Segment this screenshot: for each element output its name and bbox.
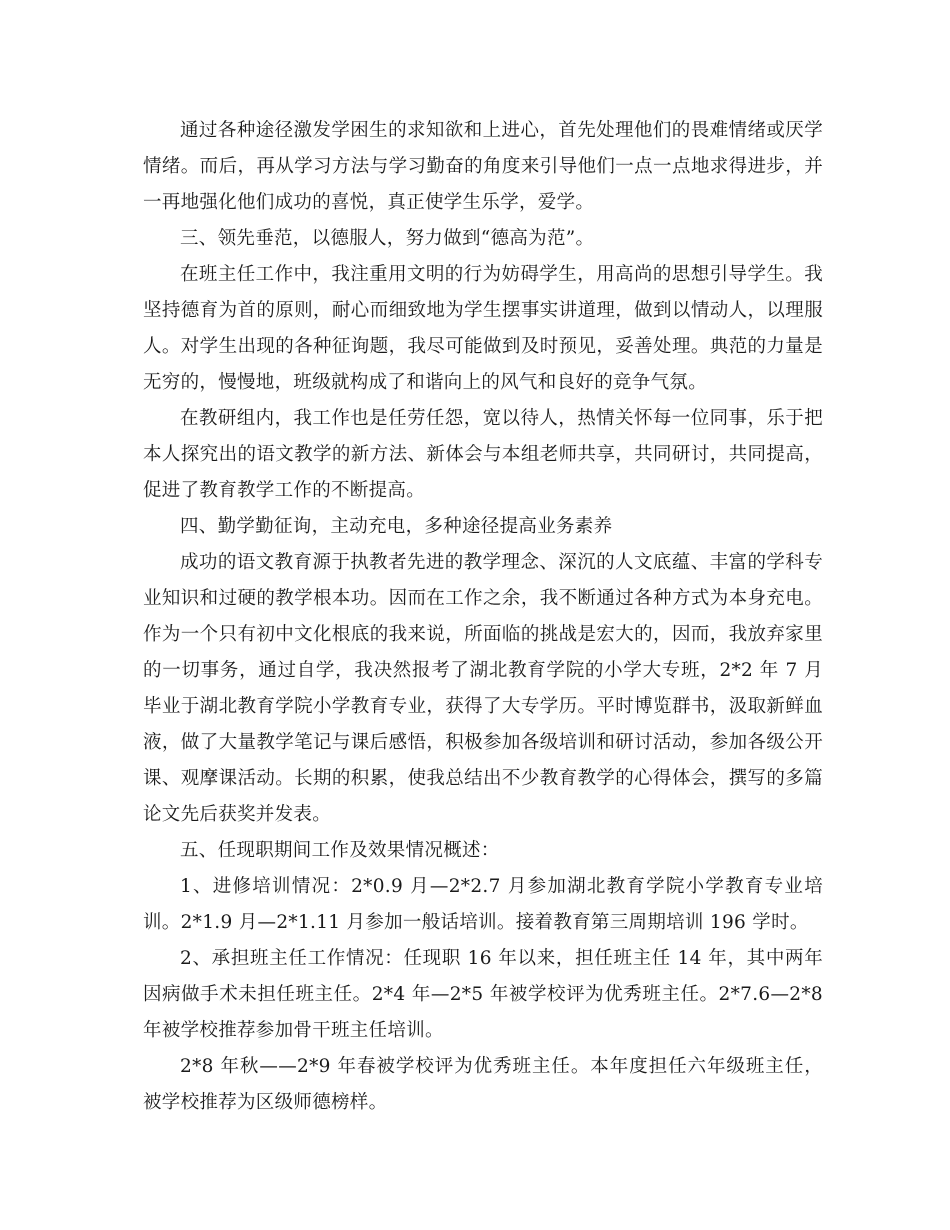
paragraph-intro: 通过各种途径激发学困生的求知欲和上进心，首先处理他们的畏难情绪或厌学情绪。而后，再从学习方法与学习勤奋的角度来引导他们一点一点地求得进步，并一再地强化他们成功的喜悦，真正使学生乐学，爱学。 — [143, 120, 823, 213]
section-heading-three: 三、领先垂范，以德服人，努力做到“德高为范”。 — [180, 228, 595, 249]
section-heading-four: 四、勤学勤征询，主动充电，多种途径提高业务素养 — [180, 516, 613, 537]
paragraph-self-study: 成功的语文教育源于执教者先进的教学理念、深沉的人文底蕴、丰富的学科专业知识和过硬的教学根本功。因而在工作之余，我不断通过各种方式为本身充电。作为一个只有初中文化根底的我来说，所面临的挑战是宏大的，因而，我放弃家里的一切事务，通过自学，我决然报考了湖北教育学院的小学大专班，2*2 年 7 月毕业于湖北教育学院小学教育专业，获得了大专学历。平时博览群书，汲取新鲜血液，做了大量教学笔记与课后感悟，积极参加各级培训和研讨活动，参加各级公开课、观摩课活动。长期的积累，使我总结出不少教育教学的心得体会，撰写的多篇论文先后获奖并发表。 — [143, 552, 823, 825]
paragraph-head-teacher: 2、承担班主任工作情况：任现职 16 年以来，担任班主任 14 年，其中两年因病做手术未担任班主任。2*4 年—2*5 年被学校评为优秀班主任。2*7.6—2*8 年被学校推荐参加骨干班主任培训。 — [143, 948, 823, 1041]
paragraph-training: 1、进修培训情况：2*0.9 月—2*2.7 月参加湖北教育学院小学教育专业培训。2*1.9 月—2*1.11 月参加一般话培训。接着教育第三周期培训 196 学时。 — [143, 876, 823, 933]
section-heading-five: 五、任现职期间工作及效果情况概述： — [180, 840, 500, 861]
document-body — [143, 113, 823, 1121]
paragraph-class-teacher: 在班主任工作中，我注重用文明的行为妨碍学生，用高尚的思想引导学生。我坚持德育为首的原则，耐心而细致地为学生摆事实讲道理，做到以情动人，以理服人。对学生出现的各种征询题，我尽可能做到及时预见，妥善处理。典范的力量是无穷的，慢慢地，班级就构成了和谐向上的风气和良好的竞争气氛。 — [143, 264, 823, 393]
paragraph-awards: 2*8 年秋——2*9 年春被学校评为优秀班主任。本年度担任六年级班主任，被学校推荐为区级师德榜样。 — [143, 1056, 823, 1113]
paragraph-teaching-group: 在教研组内，我工作也是任劳任怨，宽以待人，热情关怀每一位同事，乐于把本人探究出的语文教学的新方法、新体会与本组老师共享，共同研讨，共同提高，促进了教育教学工作的不断提高。 — [143, 408, 823, 501]
